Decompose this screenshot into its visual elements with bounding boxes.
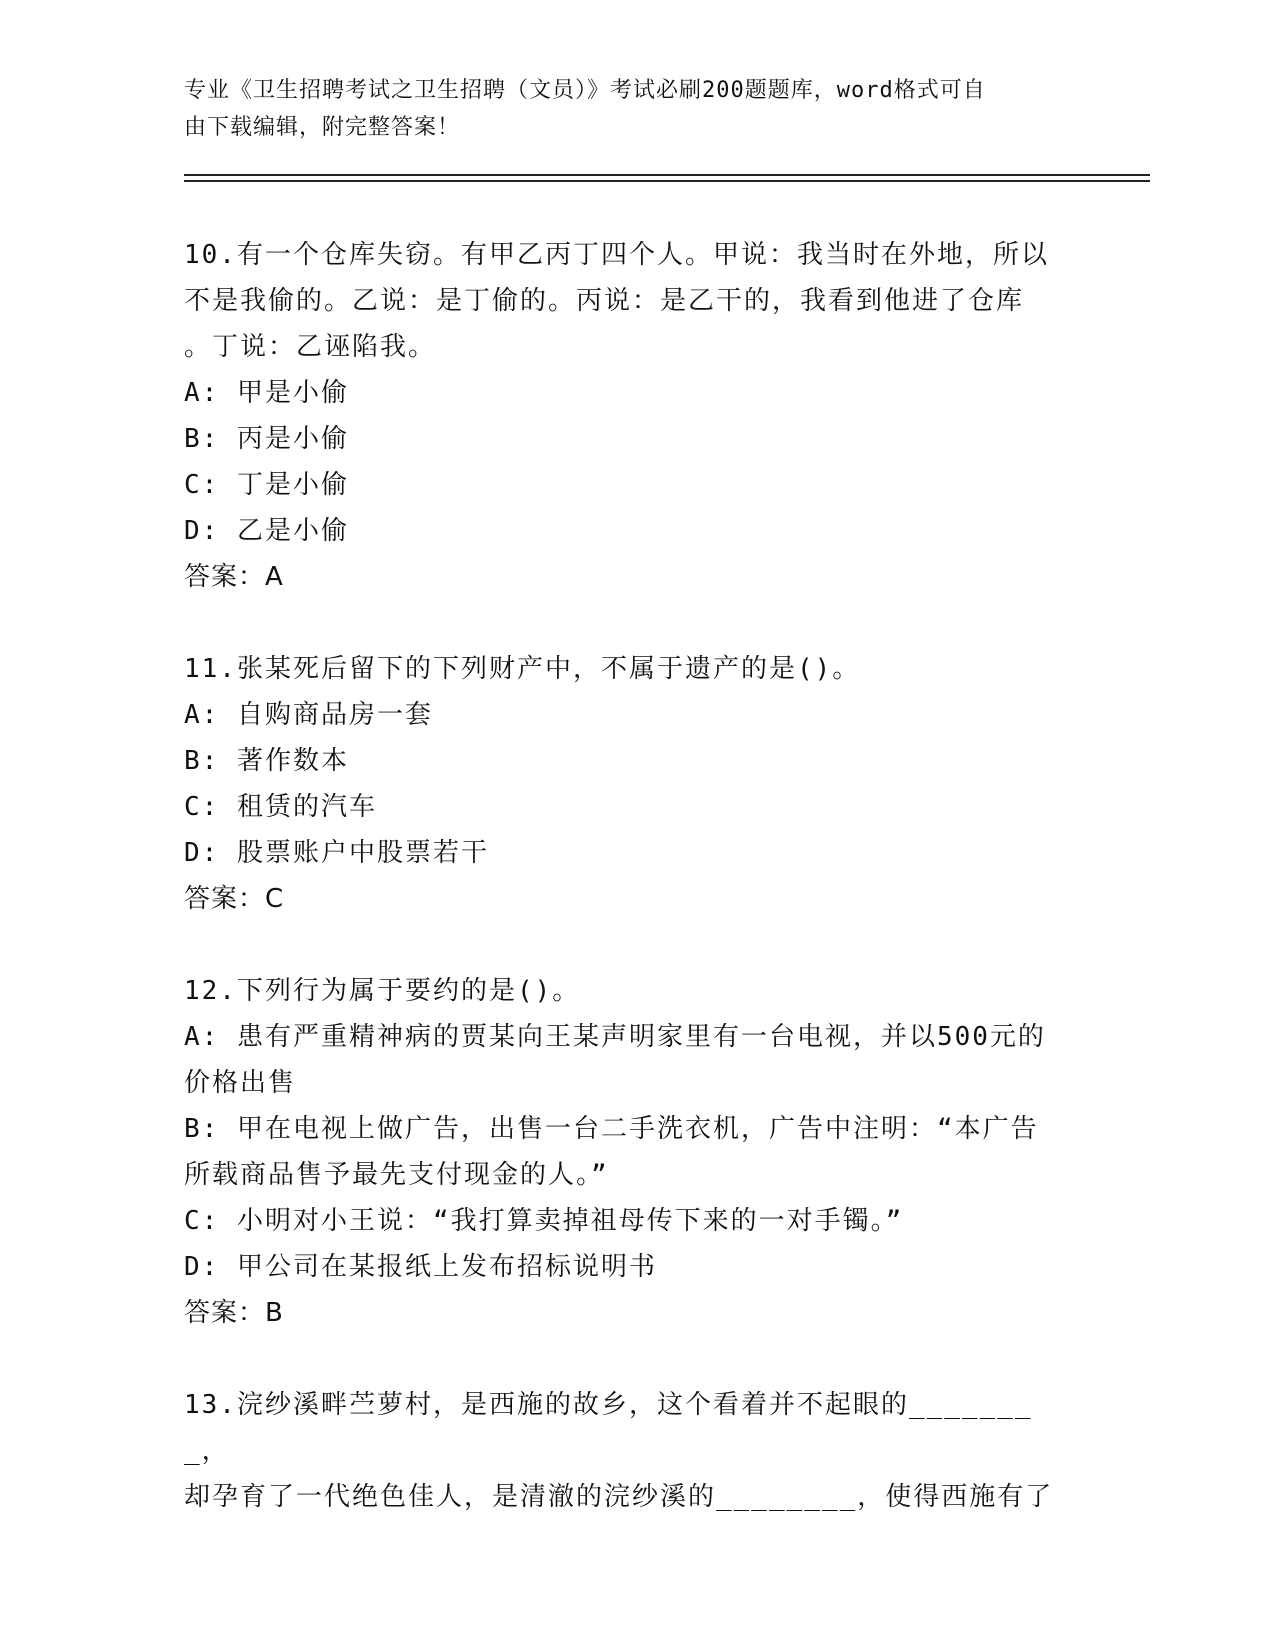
- option-b-continued: 所载商品售予最先支付现金的人。”: [184, 1160, 609, 1190]
- answer-text: 答案：C: [184, 884, 285, 914]
- option-c: C: 丁是小偷: [184, 470, 349, 500]
- question-block: [184, 968, 1074, 1336]
- option-d: D: 甲公司在某报纸上发布招标说明书: [184, 1252, 657, 1282]
- header-divider: [184, 180, 1150, 182]
- option-a: A: 患有严重精神病的贾某向王某声明家里有一台电视，并以500元的: [184, 1022, 1046, 1052]
- question-stem: 。丁说：乙诬陷我。: [184, 332, 437, 362]
- question-stem: 不是我偷的。乙说：是丁偷的。丙说：是乙干的，我看到他进了仓库: [184, 286, 1025, 316]
- question-block: [184, 232, 1074, 600]
- question-stem: 10.有一个仓库失窃。有甲乙丙丁四个人。甲说：我当时在外地，所以: [184, 240, 1049, 270]
- question-stem: 12.下列行为属于要约的是()。: [184, 976, 581, 1006]
- header-line: 专业《卫生招聘考试之卫生招聘（文员）》考试必刷200题题库，word格式可自: [184, 78, 986, 103]
- header-line: 由下载编辑，附完整答案！: [184, 115, 461, 140]
- option-d: D: 股票账户中股票若干: [184, 838, 489, 868]
- option-b: B: 甲在电视上做广告，出售一台二手洗衣机，广告中注明：“本广告: [184, 1114, 1039, 1144]
- question-stem: 13.浣纱溪畔苎萝村，是西施的故乡，这个看着并不起眼的________，: [184, 1390, 1033, 1466]
- option-b: B: 著作数本: [184, 746, 349, 776]
- option-a-continued: 价格出售: [184, 1068, 297, 1098]
- option-a: A: 自购商品房一套: [184, 700, 433, 730]
- header-divider: [184, 174, 1150, 176]
- option-c: C: 租赁的汽车: [184, 792, 377, 822]
- option-a: A: 甲是小偷: [184, 378, 349, 408]
- document-header: [184, 72, 1064, 146]
- option-b: B: 丙是小偷: [184, 424, 349, 454]
- question-stem: 11.张某死后留下的下列财产中，不属于遗产的是()。: [184, 654, 861, 684]
- question-block: [184, 646, 1074, 922]
- question-stem: 却孕育了一代绝色佳人，是清澈的浣纱溪的________，使得西施有了: [184, 1482, 1054, 1512]
- answer-text: 答案：B: [184, 1298, 284, 1328]
- answer-text: 答案：A: [184, 562, 284, 592]
- option-d: D: 乙是小偷: [184, 516, 349, 546]
- question-list: [184, 232, 1074, 1566]
- question-block: [184, 1382, 1074, 1520]
- option-c: C: 小明对小王说：“我打算卖掉祖母传下来的一对手镯。”: [184, 1206, 904, 1236]
